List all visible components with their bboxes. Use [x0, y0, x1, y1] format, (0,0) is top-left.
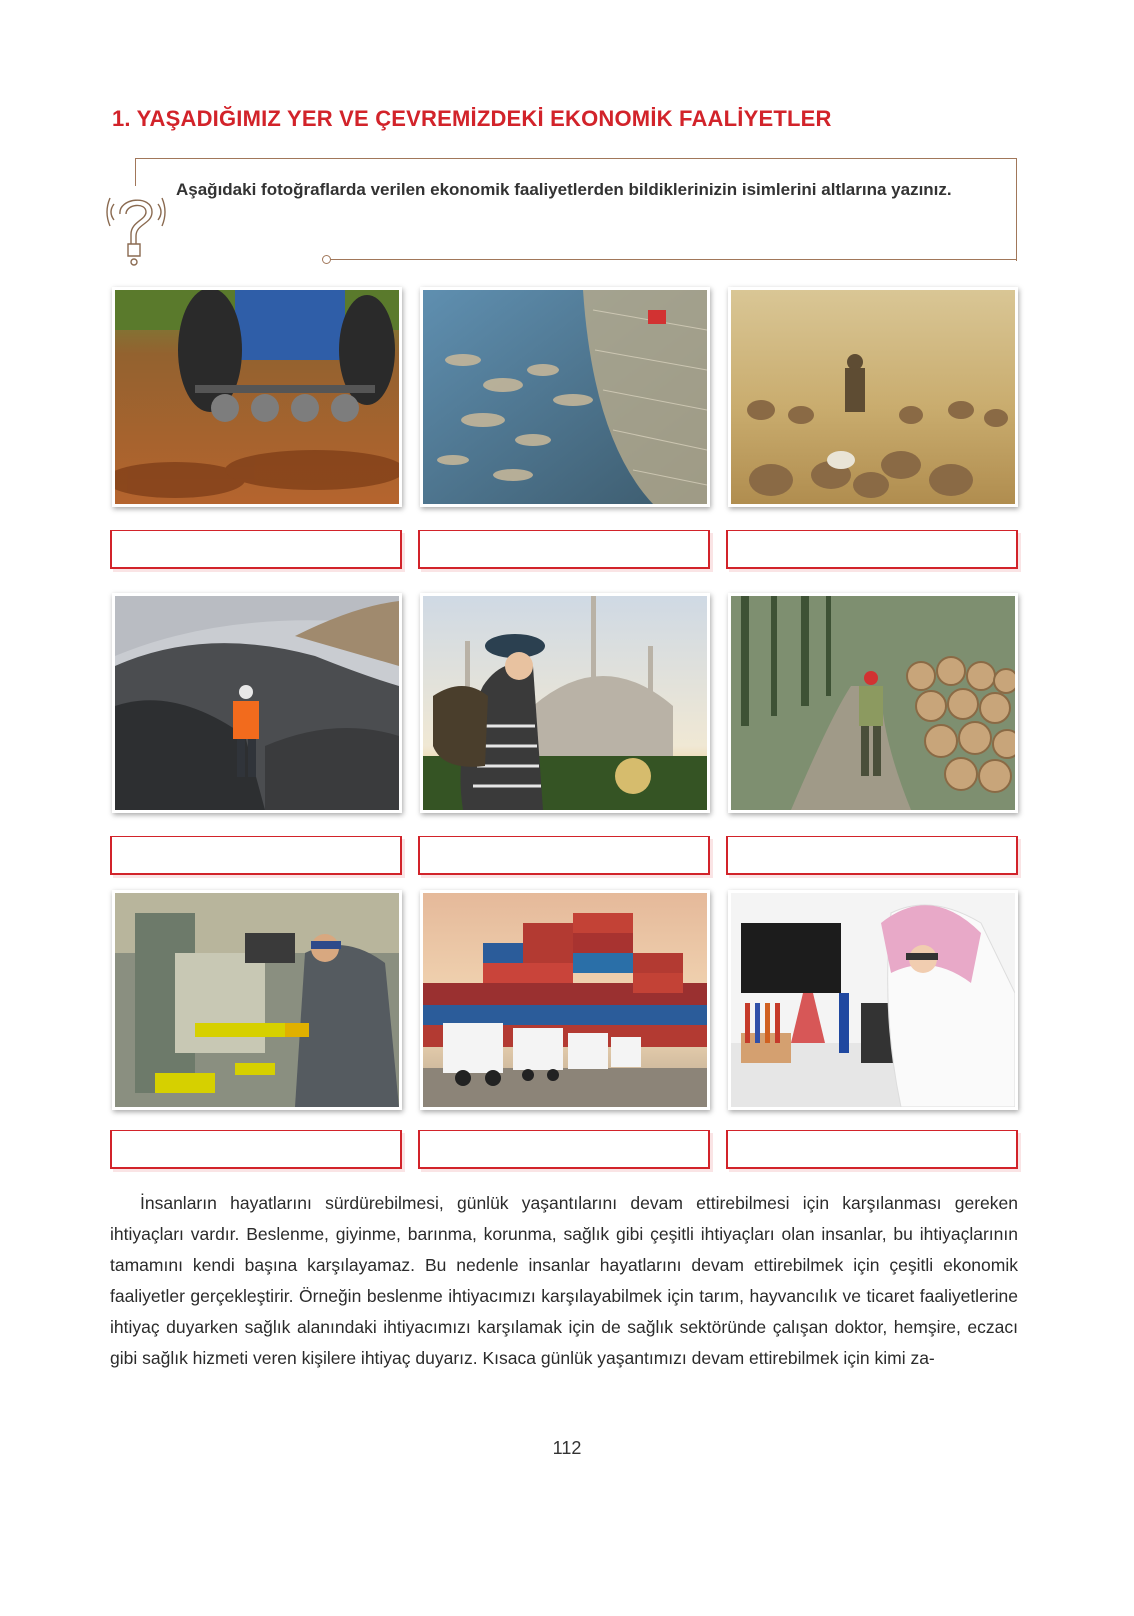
page-title: 1. YAŞADIĞIMIZ YER VE ÇEVREMİZDEKİ EKONOMİK FAALİYETLER [112, 106, 832, 131]
answer-box-6[interactable] [726, 836, 1018, 875]
answer-box-9[interactable] [726, 1130, 1018, 1169]
photo-tourism [420, 593, 710, 813]
body-paragraph-text: İnsanların hayatlarını sürdürebilmesi, günlük yaşantılarını devam ettirebilmesi için karşılanması gereken ihtiyaçları vardır. Beslenme, giyinme, barınma, korunma, sağlık gibi çeşitli ihtiyaçları olan insanlar, bu ihtiyaçlarının tamamını kendi başına karşılayamaz. Bu nedenle insanlar hayatlarını devam ettirebilmek için çeşitli ekonomik faaliyetler gerçekleştirir. Örneğin beslenme ihtiyacımızı karşılayabilmek için tarım, hayvancılık ve ticaret faaliyetlerine ihtiyaç duyarken sağlık alanındaki ihtiyacımızı karşılamak için de sağlık sektöründe çalışan doktor, hemşire, eczacı gibi sağlık hizmeti veren kişilere ihtiyaç duyarız. Kısaca günlük yaşantımızı devam ettirebilmek için kimi za- [110, 1193, 1018, 1368]
answer-box-1[interactable] [110, 530, 402, 569]
photo-forestry [728, 593, 1018, 813]
answer-box-7[interactable] [110, 1130, 402, 1169]
photo-laboratory [728, 890, 1018, 1110]
instruction-frame [135, 158, 1017, 261]
answer-box-8[interactable] [418, 1130, 710, 1169]
question-mark-icon [106, 180, 166, 268]
photo-fishing [420, 287, 710, 507]
page-number: 112 [552, 1438, 582, 1458]
answer-box-2[interactable] [418, 530, 710, 569]
photo-industry [112, 890, 402, 1110]
answer-box-3[interactable] [726, 530, 1018, 569]
photo-tractor [112, 287, 402, 507]
instruction-frame-bottom [330, 259, 1016, 260]
photo-mining [112, 593, 402, 813]
instruction-text: Aşağıdaki fotoğraflarda verilen ekonomik faaliyetlerden bildiklerinizin isimlerini altlarına yazınız. [176, 180, 952, 199]
photo-shepherd [728, 287, 1018, 507]
answer-box-5[interactable] [418, 836, 710, 875]
body-paragraph [110, 1188, 1018, 1374]
instruction-frame-dot [322, 255, 331, 264]
answer-box-4[interactable] [110, 836, 402, 875]
photo-trade [420, 890, 710, 1110]
